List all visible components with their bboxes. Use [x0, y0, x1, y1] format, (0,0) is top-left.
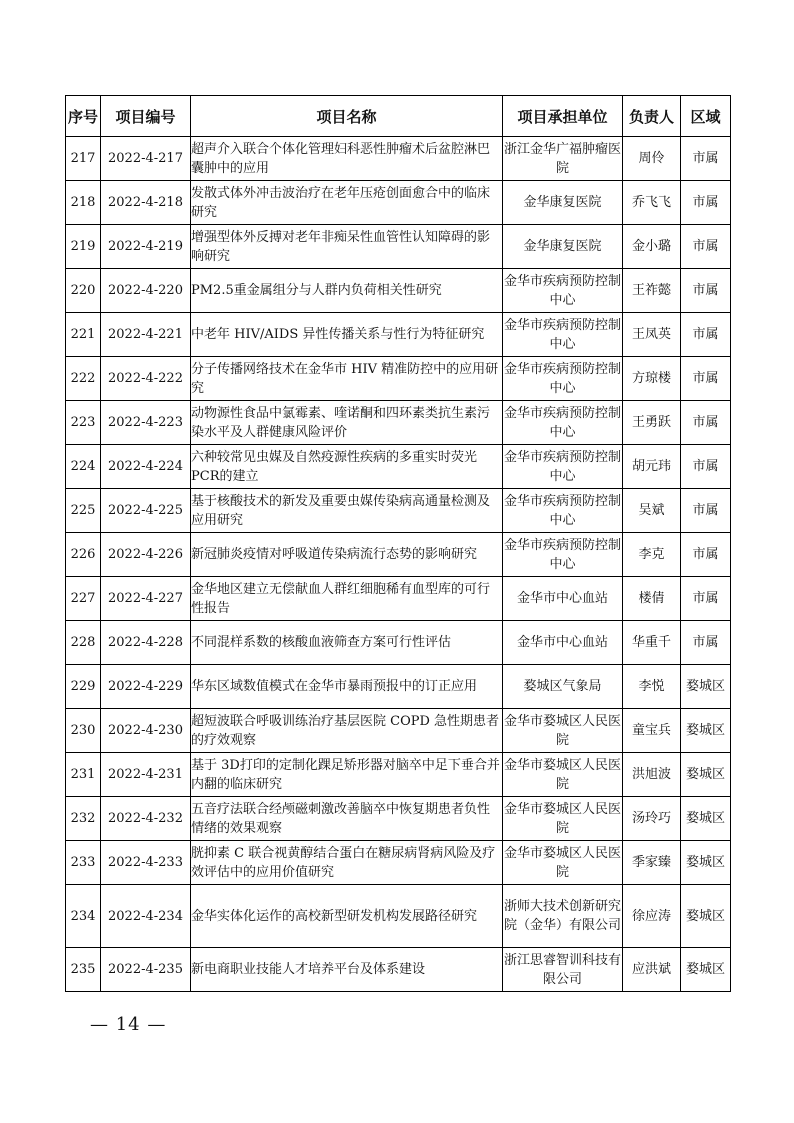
header-unit: 项目承担单位: [503, 96, 623, 137]
cell-project-name: 胱抑素 C 联合视黄醇结合蛋白在糖尿病肾病风险及疗效评估中的应用价值研究: [191, 841, 503, 885]
cell-unit: 浙江金华广福肿瘤医院: [503, 137, 623, 181]
header-no: 序号: [66, 96, 101, 137]
cell-code: 2022-4-222: [101, 357, 191, 401]
cell-code: 2022-4-230: [101, 709, 191, 753]
cell-person: 吴斌: [623, 489, 681, 533]
cell-no: 217: [66, 137, 101, 181]
cell-project-name: 基于 3D打印的定制化踝足矫形器对脑卒中足下垂合并内翻的临床研究: [191, 753, 503, 797]
cell-code: 2022-4-234: [101, 885, 191, 948]
table-row: [66, 665, 731, 709]
table-row: [66, 401, 731, 445]
cell-no: 226: [66, 533, 101, 577]
cell-unit: 金华市疾病预防控制中心: [503, 445, 623, 489]
cell-no: 229: [66, 665, 101, 709]
cell-unit: 金华市疾病预防控制中心: [503, 269, 623, 313]
cell-project-name: 中老年 HIV/AIDS 异性传播关系与性行为特征研究: [191, 313, 503, 357]
cell-no: 227: [66, 577, 101, 621]
cell-no: 234: [66, 885, 101, 948]
cell-area: 市属: [681, 445, 731, 489]
header-area: 区域: [681, 96, 731, 137]
cell-area: 市属: [681, 357, 731, 401]
cell-unit: 金华市疾病预防控制中心: [503, 401, 623, 445]
cell-unit: 金华市中心血站: [503, 621, 623, 665]
header-code: 项目编号: [101, 96, 191, 137]
cell-person: 乔飞飞: [623, 181, 681, 225]
cell-project-name: 华东区域数值模式在金华市暴雨预报中的订正应用: [191, 665, 503, 709]
table-row: [66, 489, 731, 533]
cell-code: 2022-4-217: [101, 137, 191, 181]
table-row: [66, 357, 731, 401]
table-row: [66, 841, 731, 885]
cell-no: 221: [66, 313, 101, 357]
cell-person: 方琼楼: [623, 357, 681, 401]
table-row: [66, 709, 731, 753]
cell-code: 2022-4-235: [101, 948, 191, 992]
cell-code: 2022-4-231: [101, 753, 191, 797]
cell-unit: 浙江思睿智训科技有限公司: [503, 948, 623, 992]
cell-code: 2022-4-224: [101, 445, 191, 489]
cell-unit: 金华市疾病预防控制中心: [503, 533, 623, 577]
cell-area: 婺城区: [681, 948, 731, 992]
cell-code: 2022-4-226: [101, 533, 191, 577]
cell-person: 胡元玮: [623, 445, 681, 489]
cell-person: 洪旭波: [623, 753, 681, 797]
cell-person: 李悦: [623, 665, 681, 709]
cell-project-name: 基于核酸技术的新发及重要虫媒传染病高通量检测及应用研究: [191, 489, 503, 533]
cell-code: 2022-4-232: [101, 797, 191, 841]
cell-area: 婺城区: [681, 885, 731, 948]
cell-person: 应洪斌: [623, 948, 681, 992]
cell-person: 王凤英: [623, 313, 681, 357]
table-row: [66, 797, 731, 841]
cell-project-name: 分子传播网络技术在金华市 HIV 精准防控中的应用研究: [191, 357, 503, 401]
cell-project-name: 新电商职业技能人才培养平台及体系建设: [191, 948, 503, 992]
project-table: [65, 95, 731, 992]
cell-unit: 金华市中心血站: [503, 577, 623, 621]
cell-area: 市属: [681, 533, 731, 577]
cell-no: 223: [66, 401, 101, 445]
cell-person: 华重千: [623, 621, 681, 665]
cell-person: 李克: [623, 533, 681, 577]
cell-area: 市属: [681, 269, 731, 313]
cell-code: 2022-4-229: [101, 665, 191, 709]
cell-unit: 金华市婺城区人民医院: [503, 709, 623, 753]
table-row: [66, 313, 731, 357]
header-name: 项目名称: [191, 96, 503, 137]
cell-unit: 金华市疾病预防控制中心: [503, 357, 623, 401]
cell-code: 2022-4-221: [101, 313, 191, 357]
cell-code: 2022-4-227: [101, 577, 191, 621]
cell-area: 婺城区: [681, 753, 731, 797]
cell-unit: 金华市婺城区人民医院: [503, 753, 623, 797]
cell-code: 2022-4-218: [101, 181, 191, 225]
cell-unit: 金华市疾病预防控制中心: [503, 489, 623, 533]
table-row: [66, 621, 731, 665]
cell-person: 汤玲巧: [623, 797, 681, 841]
cell-unit: 金华市婺城区人民医院: [503, 797, 623, 841]
table-row: [66, 885, 731, 948]
cell-area: 市属: [681, 137, 731, 181]
table-row: [66, 948, 731, 992]
cell-no: 232: [66, 797, 101, 841]
cell-no: 233: [66, 841, 101, 885]
cell-project-name: 超短波联合呼吸训练治疗基层医院 COPD 急性期患者的疗效观察: [191, 709, 503, 753]
cell-project-name: 六种较常见虫媒及自然疫源性疾病的多重实时荧光PCR的建立: [191, 445, 503, 489]
cell-unit: 金华市婺城区人民医院: [503, 841, 623, 885]
cell-project-name: 金华实体化运作的高校新型研发机构发展路径研究: [191, 885, 503, 948]
table-row: [66, 445, 731, 489]
cell-person: 季家臻: [623, 841, 681, 885]
cell-project-name: 不同混样系数的核酸血液筛查方案可行性评估: [191, 621, 503, 665]
cell-area: 婺城区: [681, 709, 731, 753]
cell-no: 224: [66, 445, 101, 489]
page-number: — 14 —: [90, 1014, 167, 1035]
cell-project-name: 超声介入联合个体化管理妇科恶性肿瘤术后盆腔淋巴囊肿中的应用: [191, 137, 503, 181]
cell-no: 219: [66, 225, 101, 269]
cell-unit: 金华康复医院: [503, 181, 623, 225]
cell-area: 市属: [681, 313, 731, 357]
cell-no: 220: [66, 269, 101, 313]
cell-unit: 金华康复医院: [503, 225, 623, 269]
table-row: [66, 181, 731, 225]
cell-person: 周伶: [623, 137, 681, 181]
cell-no: 231: [66, 753, 101, 797]
cell-no: 228: [66, 621, 101, 665]
cell-person: 徐应涛: [623, 885, 681, 948]
cell-unit: 金华市疾病预防控制中心: [503, 313, 623, 357]
cell-project-name: 五音疗法联合经颅磁刺激改善脑卒中恢复期患者负性情绪的效果观察: [191, 797, 503, 841]
cell-project-name: 动物源性食品中氯霉素、喹诺酮和四环素类抗生素污染水平及人群健康风险评价: [191, 401, 503, 445]
cell-person: 童宝兵: [623, 709, 681, 753]
cell-code: 2022-4-223: [101, 401, 191, 445]
cell-project-name: 金华地区建立无偿献血人群红细胞稀有血型库的可行性报告: [191, 577, 503, 621]
cell-area: 市属: [681, 577, 731, 621]
cell-person: 王祚懿: [623, 269, 681, 313]
cell-person: 楼倩: [623, 577, 681, 621]
table-header-row: [66, 96, 731, 137]
cell-no: 222: [66, 357, 101, 401]
cell-code: 2022-4-220: [101, 269, 191, 313]
cell-area: 市属: [681, 225, 731, 269]
cell-area: 婺城区: [681, 665, 731, 709]
cell-unit: 浙师大技术创新研究院（金华）有限公司: [503, 885, 623, 948]
cell-person: 金小璐: [623, 225, 681, 269]
cell-project-name: 新冠肺炎疫情对呼吸道传染病流行态势的影响研究: [191, 533, 503, 577]
table-row: [66, 577, 731, 621]
table-row: [66, 137, 731, 181]
cell-code: 2022-4-225: [101, 489, 191, 533]
cell-area: 市属: [681, 401, 731, 445]
cell-area: 婺城区: [681, 797, 731, 841]
cell-no: 230: [66, 709, 101, 753]
cell-person: 王勇跃: [623, 401, 681, 445]
cell-no: 235: [66, 948, 101, 992]
cell-no: 218: [66, 181, 101, 225]
cell-code: 2022-4-233: [101, 841, 191, 885]
header-person: 负责人: [623, 96, 681, 137]
table-row: [66, 225, 731, 269]
cell-area: 市属: [681, 621, 731, 665]
table-row: [66, 533, 731, 577]
cell-area: 市属: [681, 181, 731, 225]
cell-no: 225: [66, 489, 101, 533]
cell-project-name: PM2.5重金属组分与人群内负荷相关性研究: [191, 269, 503, 313]
cell-area: 婺城区: [681, 841, 731, 885]
cell-code: 2022-4-219: [101, 225, 191, 269]
cell-project-name: 发散式体外冲击波治疗在老年压疮创面愈合中的临床研究: [191, 181, 503, 225]
cell-project-name: 增强型体外反搏对老年非痴呆性血管性认知障碍的影响研究: [191, 225, 503, 269]
table-row: [66, 753, 731, 797]
table-row: [66, 269, 731, 313]
cell-code: 2022-4-228: [101, 621, 191, 665]
cell-area: 市属: [681, 489, 731, 533]
cell-unit: 婺城区气象局: [503, 665, 623, 709]
